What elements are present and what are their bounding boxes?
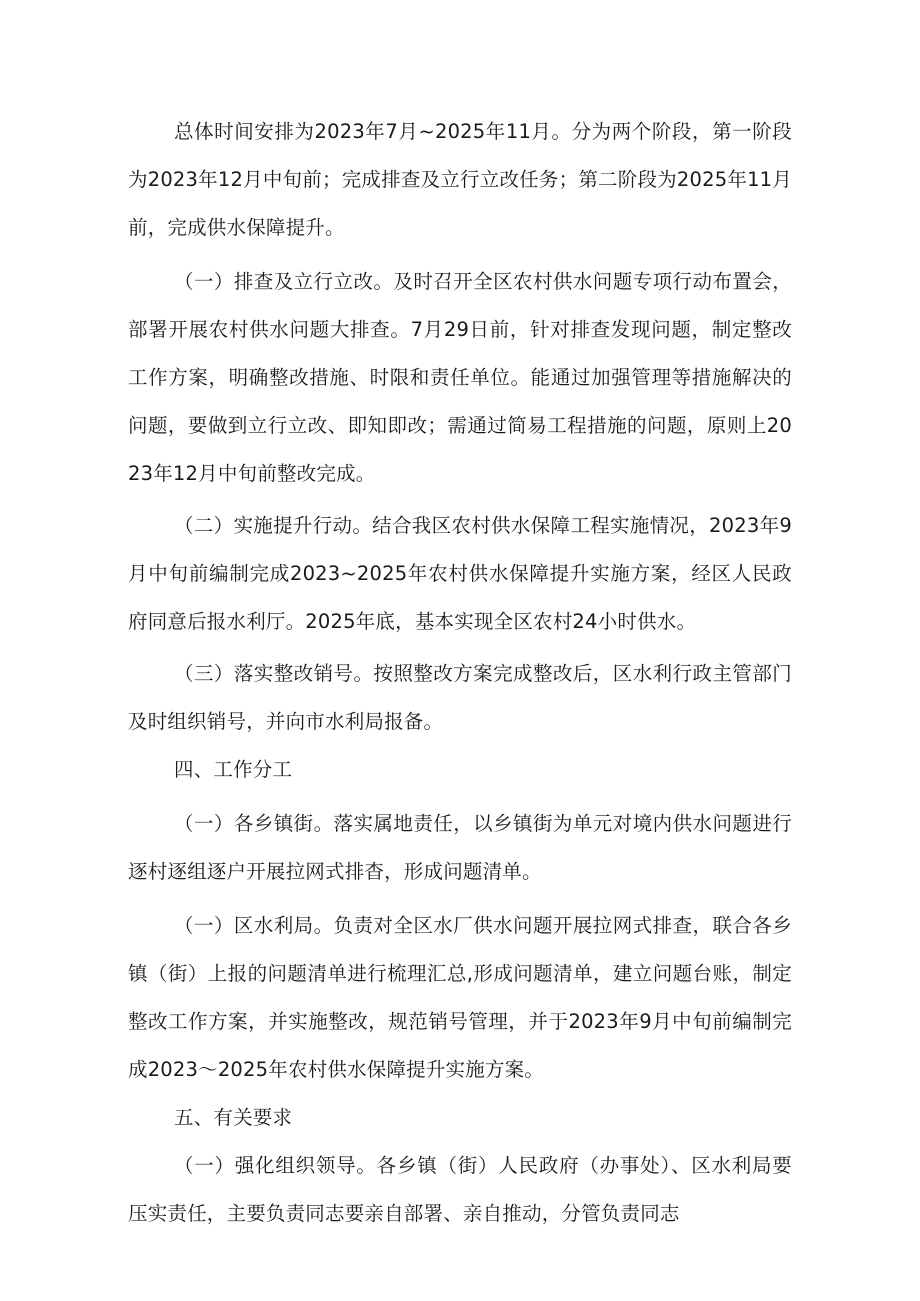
paragraph-rectification: （三）落实整改销号。按照整改方案完成整改后，区水利行政主管部门及时组织销号，并向市水利局报备。 [128, 662, 792, 733]
document-page [128, 108, 792, 1238]
section-heading-requirements: 五、有关要求 [174, 1106, 293, 1129]
paragraph-townships: （一）各乡镇街。落实属地责任，以乡镇街为单元对境内供水问题进行逐村逐组逐户开展拉网式排杳，形成问题清单。 [128, 812, 792, 883]
paragraph-improvement: （二）实施提升行动。结合我区农村供水保障工程实施情况，2023年9月中旬前编制完成2023~2025年农村供水保障提升实施方案，经区人民政府同意后报水利厅。2025年底，基本实现全区农村24小时供水。 [128, 514, 792, 633]
paragraph-leadership: （一）强化组织领导。各乡镇（街）人民政府（办事处）、区水利局要压实责任，主要负责同志要亲自部署、亲自推动，分管负责同志 [128, 1154, 792, 1225]
paragraph-water-bureau: （一）区水利局。负责对全区水厂供水问题开展拉网式排查，联合各乡镇（街）上报的问题清单进行梳理汇总,形成问题清单，建立问题台账，制定整改工作方案，并实施整改，规范销号管理，并于2023年9月中旬前编制完成2023～2025年农村供水保障提升实施方案。 [128, 914, 792, 1081]
paragraph-investigation: （一）排查及立行立改。及时召开全区农村供水问题专项行动布置会，部署开展农村供水问题大排查。7月29日前，针对排查发现问题，制定整改工作方案，明确整改措施、时限和责任单位。能通过加强管理等措施解决的问题，要做到立行立改、即知即改；需通过简易工程措施的问题，原则上2023年12月中旬前整改完成。 [128, 270, 792, 485]
paragraph-schedule: 总体时间安排为2023年7月~2025年11月。分为两个阶段，第一阶段为2023年12月中旬前；完成排查及立行立改任务；第二阶段为2025年11月前，完成供水保障提升。 [128, 120, 792, 239]
section-heading-division-of-work: 四、工作分工 [174, 758, 293, 781]
